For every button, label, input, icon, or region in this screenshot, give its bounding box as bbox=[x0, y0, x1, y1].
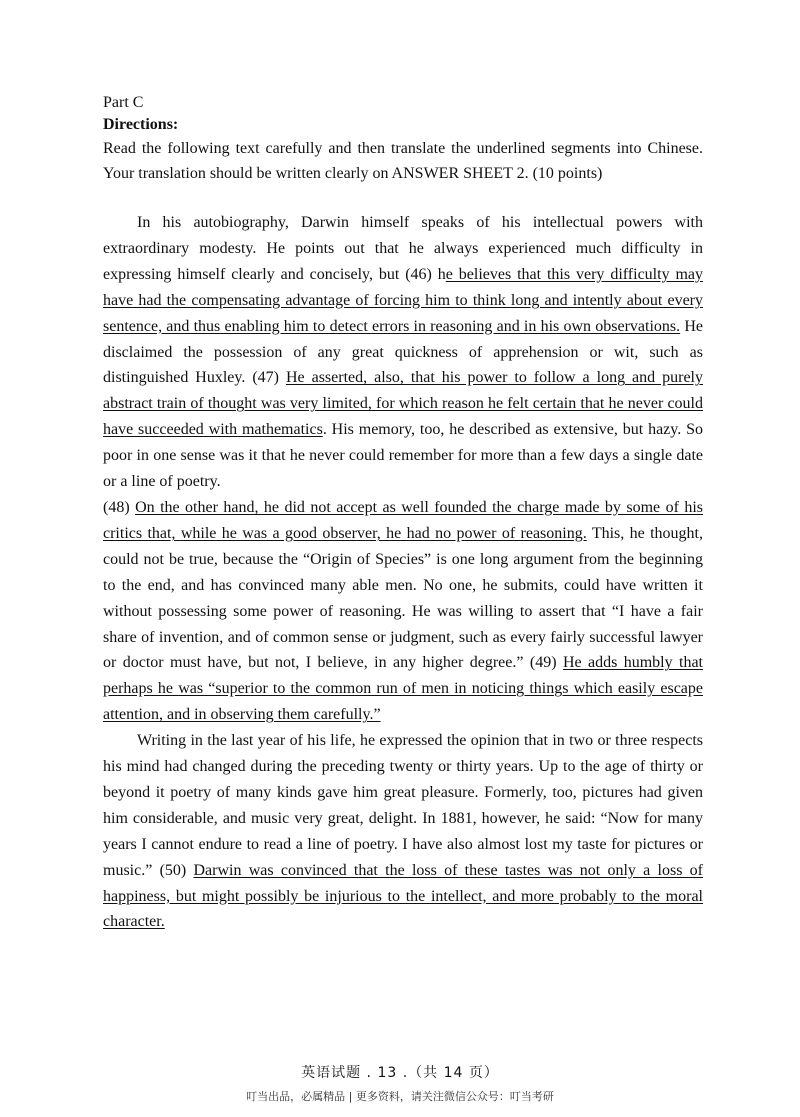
exam-page bbox=[103, 92, 703, 935]
passage-text: . His memory, too, he described as extensive, but hazy. So poor in one sense was it that he never could remember for more than a few days a single date or a line of poetry. bbox=[103, 421, 703, 491]
underlined-segment-46: e believes that this very difficulty may have had the compensating advantage of forcing him to think long and intently about every sentence, and thus enabling him to detect errors in reasoning and in his own observations. bbox=[103, 265, 704, 335]
passage-text: (48) bbox=[103, 498, 136, 516]
paragraph-1 bbox=[103, 210, 703, 495]
paragraph-2 bbox=[103, 495, 703, 728]
paragraph-3 bbox=[103, 728, 703, 935]
underlined-segment-47: He asserted, also, that his power to follow a long and purely abstract train of thought was very limited, for which reason he felt certain that he never could have succeeded with mathematics bbox=[103, 369, 703, 439]
passage-text: This, he thought, could not be true, because the “Origin of Species” is one long argument from the beginning to the end, and has convinced many able men. No one, he submits, could have written it without possessing some power of reasoning. He was willing to assert that “I have a fair share of invention, and of common sense or judgment, such as every fairly successful lawyer or doctor must have, but not, I believe, in any higher degree.” (49) bbox=[103, 524, 703, 672]
passage-text: He disclaimed the possession of any great quickness of apprehension or wit, such as distinguished Huxley. (47) bbox=[103, 317, 703, 387]
footer-note: 叮当出品，必属精品 | 更多资料，请关注微信公众号：叮当考研 bbox=[246, 1090, 554, 1103]
passage-text: In his autobiography, Darwin himself speaks of his intellectual powers with extraordinary modesty. He points out that he always experienced much difficulty in expressing himself clearly and concisely, but (46) h bbox=[103, 214, 703, 283]
part-label: Part C bbox=[103, 94, 144, 111]
passage-text: Writing in the last year of his life, he expressed the opinion that in two or three respects his mind had changed during the preceding twenty or thirty years. Up to the age of thirty or beyond it poetry of many kinds gave him great pleasure. Formerly, too, pictures had given him considerable, and music very great, delight. In 1881, however, he said: “Now for many years I cannot endure to read a line of poetry. I have also almost lost my taste for pictures or music.” (50) bbox=[103, 732, 703, 879]
underlined-segment-49: He adds humbly that perhaps he was “superior to the common run of men in noticing things which easily escape attention, and in observing them carefully.” bbox=[103, 654, 703, 724]
underlined-segment-50: Darwin was convinced that the loss of these tastes was not only a loss of happiness, but might possibly be injurious to the intellect, and more probably to the moral character. bbox=[103, 861, 704, 931]
page-number: 英语试题 . 13 .（共 14 页） bbox=[301, 1065, 499, 1081]
directions-text: Read the following text carefully and then translate the underlined segments into Chinese. Your translation should be written clearly on ANSWER SHEET 2. (10 points) bbox=[103, 140, 703, 182]
directions-label: Directions: bbox=[103, 116, 179, 133]
passage bbox=[103, 210, 703, 935]
underlined-segment-48: On the other hand, he did not accept as well founded the charge made by some of his critics that, while he was a good observer, he had no power of reasoning. bbox=[103, 498, 703, 542]
